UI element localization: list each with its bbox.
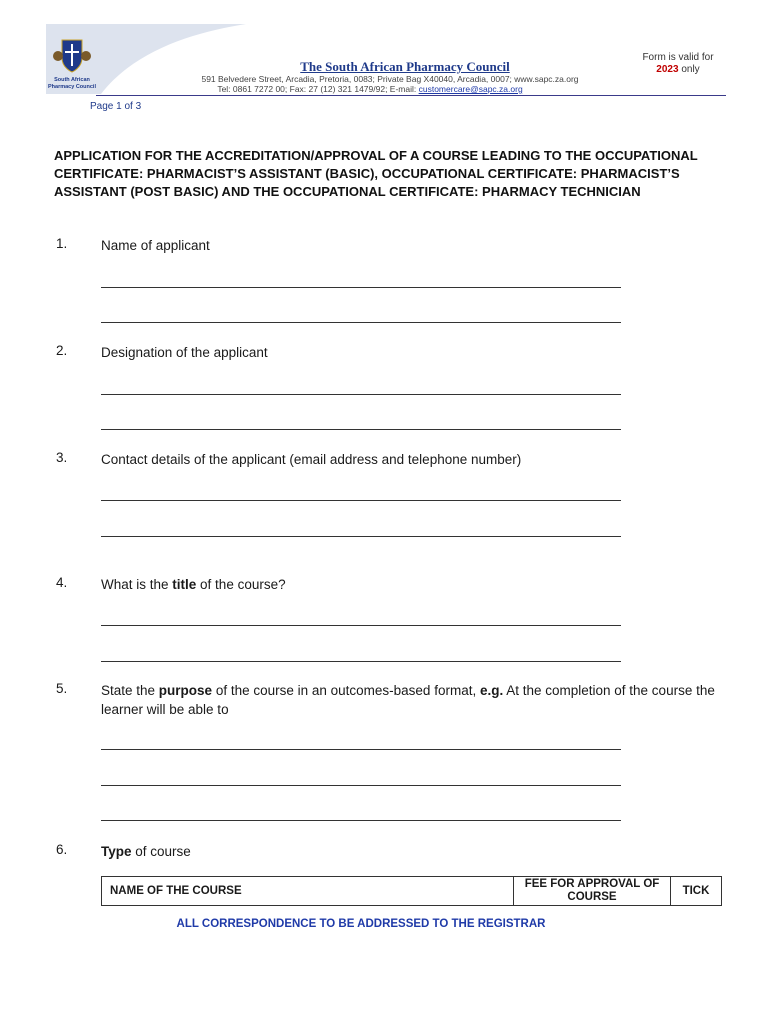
page-indicator: Page 1 of 3 <box>90 101 142 112</box>
q2-text: Designation of the applicant <box>101 345 268 360</box>
q1-answer-line-1[interactable] <box>101 287 621 288</box>
q5-answer-line-3[interactable] <box>101 820 621 821</box>
q3-answer-line-1[interactable] <box>101 500 621 501</box>
q1-answer-line-2[interactable] <box>101 322 621 323</box>
q5-post: At the completion of the course the learner will be able to <box>101 683 715 717</box>
col-fee: FEE FOR APPROVAL OF COURSE <box>514 877 671 906</box>
contact-line <box>180 84 560 94</box>
contact-prefix: Tel: 0861 7272 00; Fax: 27 (12) 321 1479/92; E-mail: <box>217 84 419 94</box>
q6-text <box>101 842 731 861</box>
q4-number: 4. <box>56 575 68 590</box>
logo-text-line2: Pharmacy Council <box>48 84 96 90</box>
q5-bold: purpose <box>158 683 213 698</box>
q5-answer-line-1[interactable] <box>101 749 621 750</box>
q5-pre: State the <box>101 683 159 698</box>
validity-year-line <box>628 64 728 75</box>
validity-suffix: only <box>681 64 700 75</box>
form-title: APPLICATION FOR THE ACCREDITATION/APPROVAL OF A COURSE LEADING TO THE OCCUPATIONAL CERTIFICATE: PHARMACIST’S ASSISTANT (BASIC), OCCUPATIONAL CERTIFICATE: PHARMACIST’S ASSISTANT (POST BASIC) AND THE OCCUPATIONAL CERTIFICATE: PHARMACY TECHNICIAN <box>54 148 698 199</box>
q6-post: of course <box>131 844 191 859</box>
q5-text <box>101 681 721 719</box>
q4-bold: title <box>172 577 197 592</box>
q5-number: 5. <box>56 681 68 696</box>
q5-mid: of the course in an outcomes-based format, <box>212 683 480 698</box>
q4-answer-line-1[interactable] <box>101 625 621 626</box>
email-link[interactable]: customercare@sapc.za.org <box>418 84 523 94</box>
col-tick: TICK <box>671 877 722 906</box>
course-type-table <box>101 876 722 906</box>
q3-text: Contact details of the applicant (email address and telephone number) <box>101 452 522 467</box>
validity-year: 2023 <box>656 64 679 75</box>
q5-answer-line-2[interactable] <box>101 785 621 786</box>
header-divider <box>96 95 726 96</box>
address-line: 591 Belvedere Street, Arcadia, Pretoria, 0083; Private Bag X40040, Arcadia, 0007; www.sapc.za.org <box>201 74 579 84</box>
q4-post: of the course? <box>196 577 286 592</box>
q4-text <box>101 575 731 594</box>
q4-answer-line-2[interactable] <box>101 661 621 662</box>
q1-number: 1. <box>56 236 68 251</box>
validity-label: Form is valid for <box>642 52 714 63</box>
col-course-name: NAME OF THE COURSE <box>102 877 514 906</box>
q6-bold: Type <box>101 844 132 859</box>
table-header-row <box>102 877 722 906</box>
q3-answer-line-2[interactable] <box>101 536 621 537</box>
logo-text-line1: South African <box>54 77 90 83</box>
q6-number: 6. <box>56 842 68 857</box>
q2-answer-line-1[interactable] <box>101 394 621 395</box>
q5-bold2: e.g. <box>479 683 504 698</box>
q2-answer-line-2[interactable] <box>101 429 621 430</box>
q2-number: 2. <box>56 343 68 358</box>
correspondence-footer: ALL CORRESPONDENCE TO BE ADDRESSED TO THE REGISTRAR <box>176 918 546 930</box>
council-name: The South African Pharmacy Council <box>300 59 510 74</box>
sapc-logo <box>48 36 96 94</box>
q4-pre: What is the <box>101 577 173 592</box>
q3-number: 3. <box>56 450 68 465</box>
q1-text: Name of applicant <box>101 238 210 253</box>
